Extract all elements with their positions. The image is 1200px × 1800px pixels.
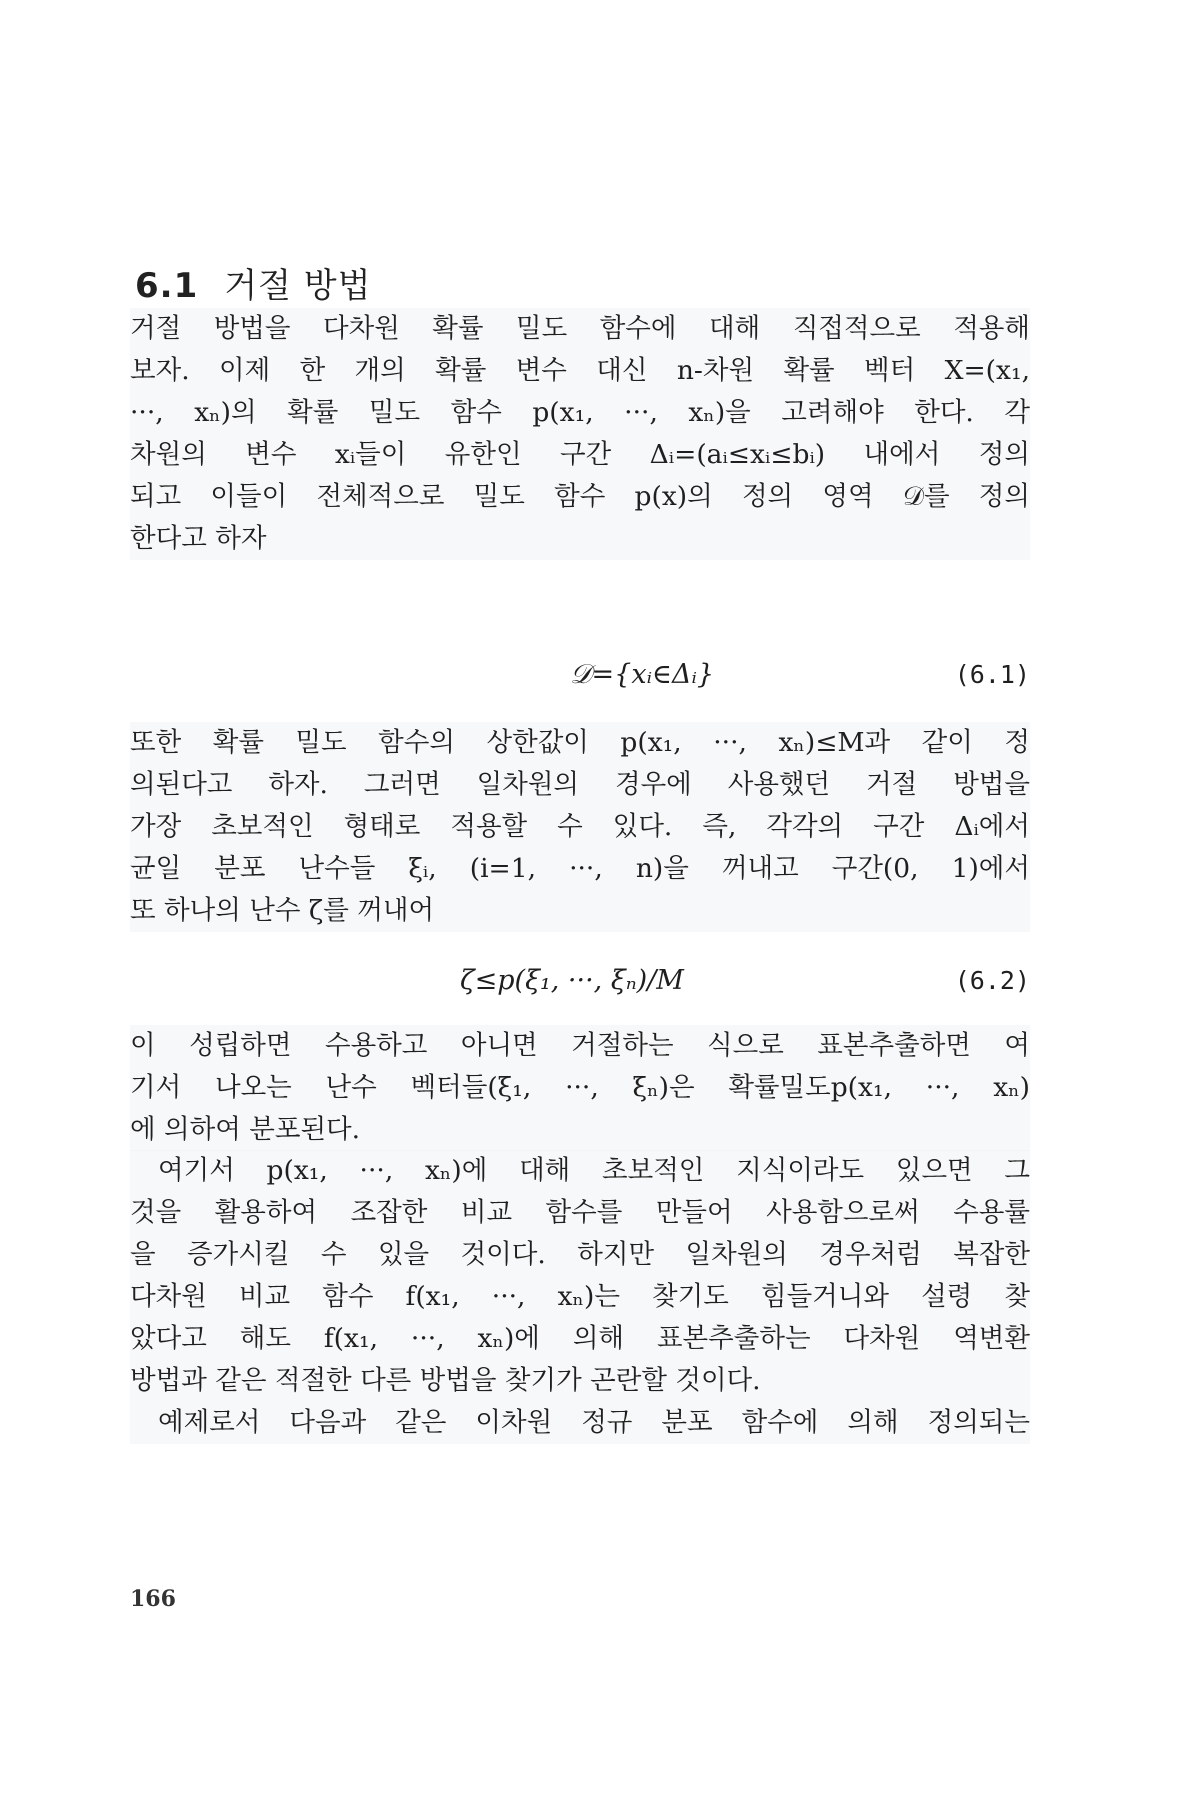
text-line: 았다고 해도 f(x₁, ···, xₙ)에 의해 표본추출하는 다차원 역변환: [130, 1323, 1030, 1354]
text-line: 거절 방법을 다차원 확률 밀도 함수에 대해 직접적으로 적용해: [130, 313, 1030, 344]
text-line: 기서 나오는 난수 벡터들(ξ₁, ···, ξₙ)은 확률밀도p(x₁, ···, xₙ): [130, 1072, 1030, 1103]
paragraph-2: [130, 722, 1030, 932]
text-line: 것을 활용하여 조잡한 비교 함수를 만들어 사용함으로써 수용률: [130, 1197, 1030, 1228]
paragraph-3: [130, 1025, 1030, 1151]
text-line: 차원의 변수 xᵢ들이 유한인 구간 Δᵢ=(aᵢ≤xᵢ≤bᵢ) 내에서 정의: [130, 439, 1030, 470]
paragraph-1: [130, 308, 1030, 560]
text-line: 여기서 p(x₁, ···, xₙ)에 대해 초보적인 지식이라도 있으면 그: [158, 1155, 1030, 1186]
text-line: 또 하나의 난수 ζ를 꺼내어: [130, 895, 435, 926]
text-line: 한다고 하자: [130, 523, 267, 554]
text-line: 균일 분포 난수들 ξᵢ, (i=1, ···, n)을 꺼내고 구간(0, 1)에서: [130, 853, 1030, 884]
text-line: 되고 이들이 전체적으로 밀도 함수 p(x)의 정의 영역 𝒟를 정의: [130, 481, 1030, 512]
text-line: 이 성립하면 수용하고 아니면 거절하는 식으로 표본추출하면 여: [130, 1030, 1030, 1061]
text-line: 의된다고 하자. 그러면 일차원의 경우에 사용했던 거절 방법을: [130, 769, 1030, 800]
page-number: 166: [130, 1586, 176, 1612]
text-line: 보자. 이제 한 개의 확률 변수 대신 n-차원 확률 벡터 X=(x₁,: [130, 355, 1030, 386]
section-heading: [135, 258, 371, 307]
text-line: 예제로서 다음과 같은 이차원 정규 분포 함수에 의해 정의되는: [158, 1407, 1030, 1438]
equation-6-2: [130, 958, 1030, 1004]
section-title: 거절 방법: [224, 266, 372, 306]
equation-expression: ζ≤p(ξ₁, ···, ξₙ)/M: [460, 965, 684, 996]
text-line: 에 의하여 분포된다.: [130, 1114, 361, 1145]
equation-number: (6.2): [954, 966, 1030, 995]
text-line: 방법과 같은 적절한 다른 방법을 찾기가 곤란할 것이다.: [130, 1365, 761, 1396]
text-line: ···, xₙ)의 확률 밀도 함수 p(x₁, ···, xₙ)을 고려해야 한다. 각: [130, 397, 1030, 428]
text-line: 또한 확률 밀도 함수의 상한값이 p(x₁, ···, xₙ)≤M과 같이 정: [130, 727, 1030, 758]
equation-number: (6.1): [954, 660, 1030, 689]
equation-expression: 𝒟={xᵢ∈Δᵢ}: [570, 659, 715, 690]
paragraph-4: [130, 1150, 1030, 1402]
paragraph-5: [130, 1402, 1030, 1444]
text-line: 가장 초보적인 형태로 적용할 수 있다. 즉, 각각의 구간 Δᵢ에서: [130, 811, 1030, 842]
section-number: 6.1: [135, 266, 199, 306]
text-line: 다차원 비교 함수 f(x₁, ···, xₙ)는 찾기도 힘들거니와 설령 찾: [130, 1281, 1030, 1312]
text-line: 을 증가시킬 수 있을 것이다. 하지만 일차원의 경우처럼 복잡한: [130, 1239, 1030, 1270]
equation-6-1: [130, 652, 1030, 698]
